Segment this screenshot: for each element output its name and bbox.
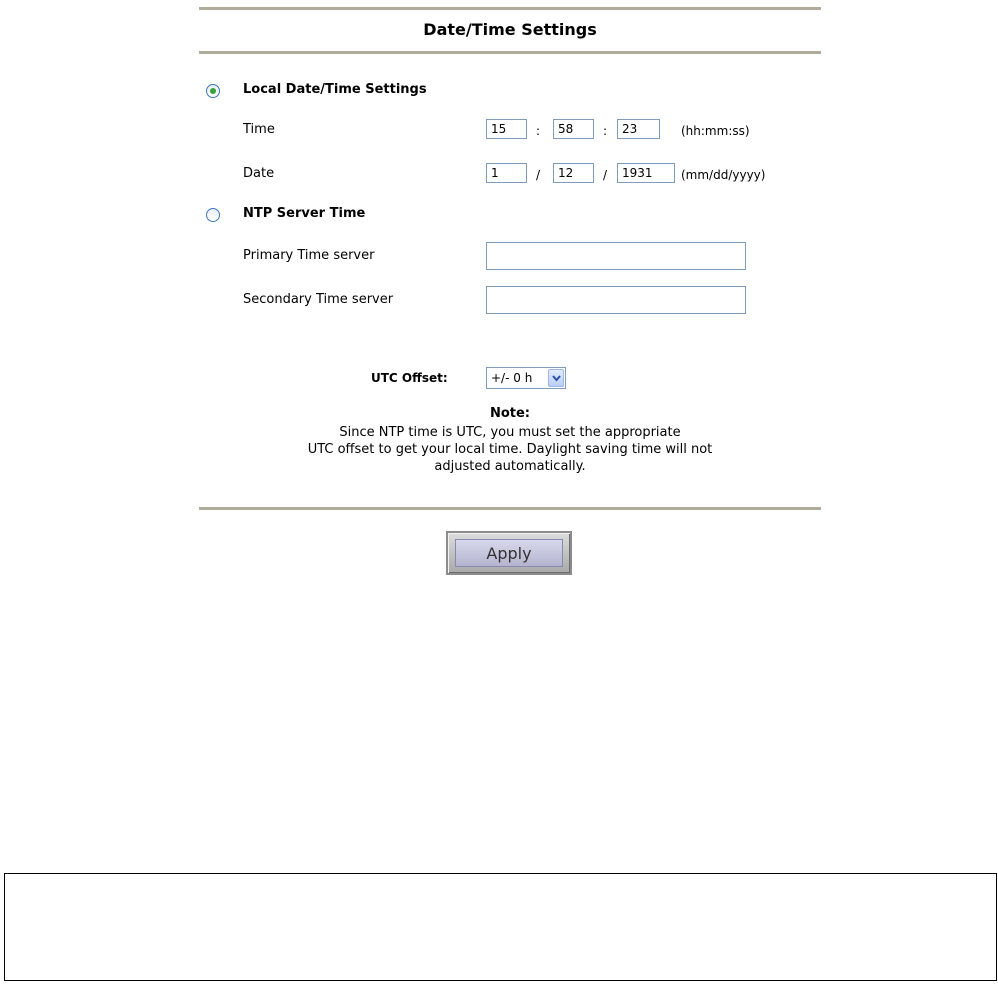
local-datetime-label: Local Date/Time Settings	[243, 82, 427, 97]
radio-selected-icon	[210, 88, 216, 94]
chevron-down-icon	[552, 375, 561, 382]
secondary-time-server-label: Secondary Time server	[243, 292, 394, 307]
note-line: UTC offset to get your local time. Daylight saving time will not	[307, 442, 713, 457]
primary-time-server-label: Primary Time server	[243, 248, 375, 263]
apply-button-label: Apply	[455, 539, 563, 567]
title-divider	[199, 51, 821, 54]
date-day-input[interactable]	[553, 163, 594, 183]
time-hours-input[interactable]	[486, 119, 527, 139]
time-minutes-input[interactable]	[553, 119, 594, 139]
time-label: Time	[243, 122, 275, 137]
time-separator: :	[536, 124, 541, 138]
primary-time-server-input[interactable]	[486, 242, 746, 270]
secondary-time-server-input[interactable]	[486, 286, 746, 314]
note-line: adjusted automatically.	[434, 459, 586, 474]
utc-offset-label: UTC Offset:	[371, 371, 448, 385]
time-format-hint: (hh:mm:ss)	[681, 124, 750, 138]
date-separator: /	[603, 168, 608, 182]
note-line: Since NTP time is UTC, you must set the appropriate	[339, 425, 681, 440]
local-datetime-radio[interactable]	[206, 84, 220, 98]
date-label: Date	[243, 166, 275, 181]
utc-offset-value: +/- 0 h	[491, 371, 533, 385]
date-month-input[interactable]	[486, 163, 527, 183]
apply-button[interactable]	[446, 531, 572, 575]
page-title: Date/Time Settings	[423, 20, 597, 39]
time-separator: :	[603, 124, 608, 138]
utc-offset-select[interactable]	[486, 367, 566, 389]
note-title: Note:	[489, 406, 531, 421]
top-divider	[199, 7, 821, 10]
ntp-server-radio[interactable]	[206, 208, 220, 222]
ntp-server-label: NTP Server Time	[243, 206, 366, 221]
empty-frame	[4, 873, 997, 981]
date-year-input[interactable]	[617, 163, 675, 183]
date-separator: /	[536, 168, 541, 182]
note-text	[250, 424, 770, 475]
time-seconds-input[interactable]	[617, 119, 660, 139]
bottom-divider	[199, 507, 821, 510]
dropdown-arrow-button[interactable]	[548, 369, 564, 387]
date-format-hint: (mm/dd/yyyy)	[681, 168, 766, 182]
